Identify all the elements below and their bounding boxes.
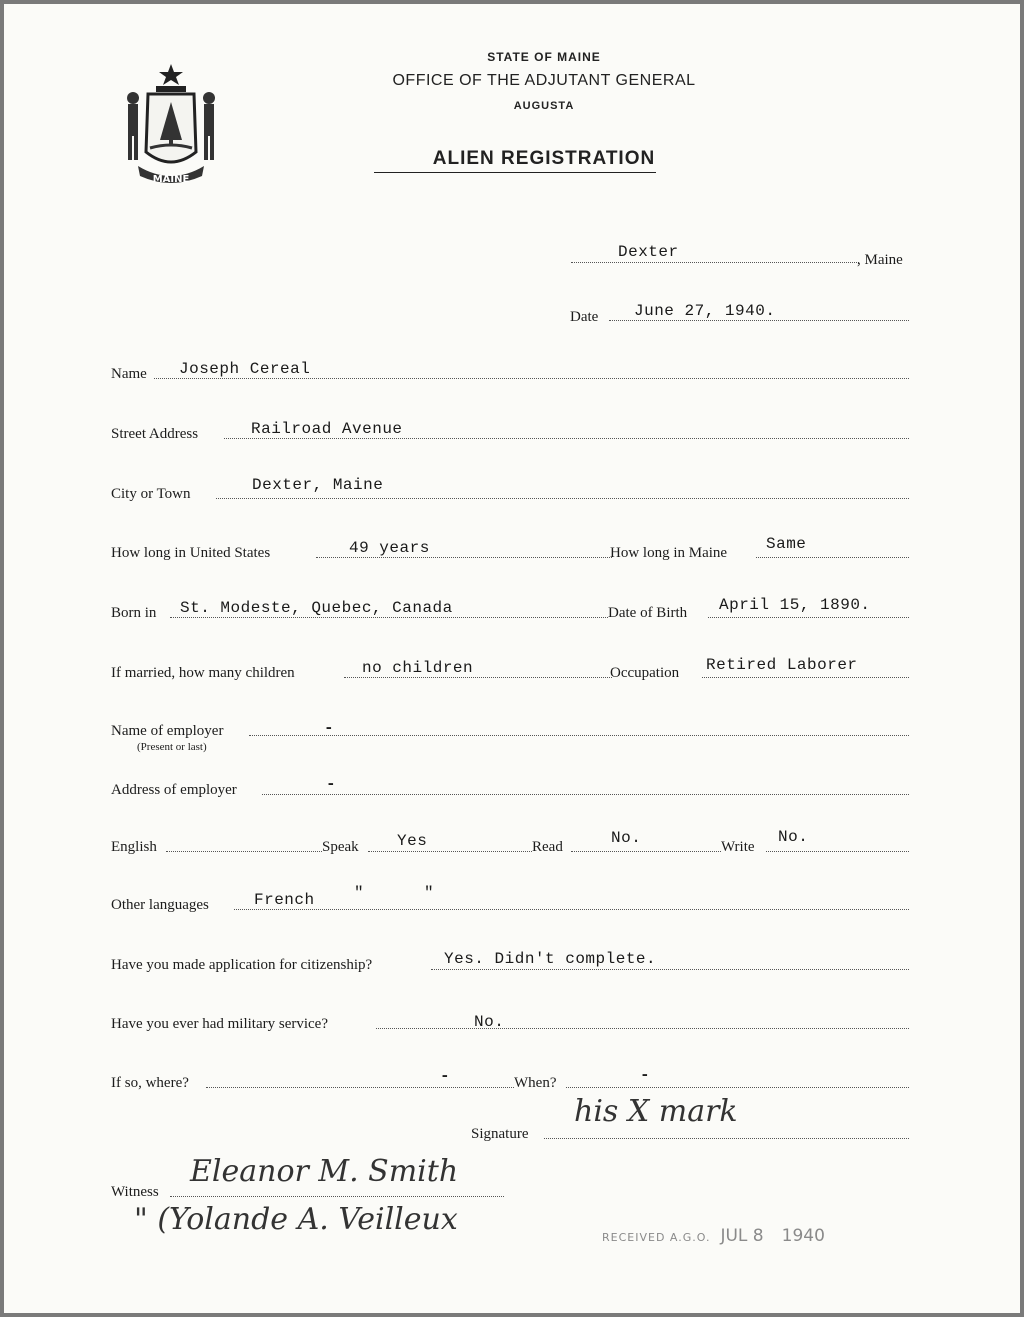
witness-label: Witness — [111, 1184, 159, 1200]
how-long-maine-value: Same — [766, 535, 807, 553]
occupation-value: Retired Laborer — [706, 656, 858, 674]
occupation-line — [702, 677, 909, 678]
date-label: Date — [570, 309, 599, 325]
when-value: - — [640, 1066, 650, 1084]
stamp-received-text: RECEIVED A.G.O. — [602, 1231, 711, 1244]
dob-line — [708, 617, 909, 618]
dob-value: April 15, 1890. — [719, 596, 871, 614]
signature-label: Signature — [471, 1126, 529, 1142]
how-long-maine-label: How long in Maine — [610, 545, 728, 561]
speak-value: Yes — [397, 832, 428, 850]
military-value: No. — [474, 1013, 505, 1031]
stamp-date: JUL 8 — [720, 1226, 764, 1246]
military-label: Have you ever had military service? — [111, 1016, 328, 1032]
where-line — [206, 1087, 514, 1088]
maine-state-seal-icon — [116, 62, 226, 190]
name-value: Joseph Cereal — [179, 360, 311, 378]
occupation-label: Occupation — [610, 665, 680, 681]
other-languages-line — [234, 909, 909, 910]
seal-lettering: MAINE — [152, 174, 190, 185]
where-value: - — [440, 1067, 450, 1085]
place-value: Dexter — [618, 243, 679, 261]
read-line — [571, 851, 721, 852]
citizenship-label: Have you made application for citizenship? — [111, 957, 373, 973]
when-line — [566, 1087, 909, 1088]
stamp-year: 1940 — [781, 1226, 825, 1246]
received-stamp — [602, 1226, 825, 1246]
how-long-us-line — [316, 557, 612, 558]
street-label: Street Address — [111, 426, 199, 442]
title-underline — [374, 172, 656, 173]
city-value: Dexter, Maine — [252, 476, 384, 494]
other-languages-value: French — [254, 891, 315, 909]
signature-handwriting: his X mark — [574, 1094, 738, 1129]
city-label: City or Town — [111, 486, 191, 502]
form-title: ALIEN REGISTRATION — [432, 148, 656, 169]
witness-signature-1: Eleanor M. Smith — [190, 1154, 459, 1189]
employer-name-label: Name of employer — [111, 723, 224, 739]
write-label: Write — [721, 839, 755, 855]
employer-address-value: - — [326, 775, 336, 793]
city-line — [216, 498, 909, 499]
write-value: No. — [778, 828, 809, 846]
employer-name-line — [249, 735, 909, 736]
ditto-mark-2: " — [424, 884, 435, 902]
other-languages-label: Other languages — [111, 897, 209, 913]
when-label: When? — [514, 1075, 557, 1091]
office-heading: OFFICE OF THE ADJUTANT GENERAL — [392, 72, 696, 89]
speak-label: Speak — [322, 839, 359, 855]
born-in-value: St. Modeste, Quebec, Canada — [180, 599, 453, 617]
date-line — [609, 320, 909, 321]
english-label: English — [111, 839, 157, 855]
employer-address-label: Address of employer — [111, 782, 237, 798]
date-value: June 27, 1940. — [634, 302, 776, 320]
signature-line — [544, 1138, 909, 1139]
how-long-us-label: How long in United States — [111, 545, 271, 561]
english-line — [166, 851, 322, 852]
name-line — [154, 378, 909, 379]
name-label: Name — [111, 366, 147, 382]
ditto-mark-1: " — [354, 884, 365, 902]
street-line — [224, 438, 909, 439]
citizenship-line — [431, 969, 909, 970]
children-line — [344, 677, 612, 678]
write-line — [766, 851, 909, 852]
children-label: If married, how many children — [111, 665, 295, 681]
city-heading: AUGUSTA — [513, 100, 575, 112]
witness-line — [170, 1196, 504, 1197]
state-heading: STATE OF MAINE — [487, 50, 601, 64]
born-in-line — [170, 617, 608, 618]
citizenship-value: Yes. Didn't complete. — [444, 950, 657, 968]
place-suffix: , Maine — [857, 252, 903, 268]
where-label: If so, where? — [111, 1075, 189, 1091]
street-value: Railroad Avenue — [251, 420, 403, 438]
military-line — [376, 1028, 909, 1029]
born-in-label: Born in — [111, 605, 157, 621]
how-long-maine-line — [756, 557, 909, 558]
speak-line — [368, 851, 532, 852]
read-label: Read — [532, 839, 563, 855]
employer-name-sublabel: (Present or last) — [137, 741, 207, 753]
how-long-us-value: 49 years — [349, 539, 430, 557]
children-value: no children — [362, 659, 474, 677]
witness-signature-2: " (Yolande A. Veilleux — [134, 1202, 458, 1237]
dob-label: Date of Birth — [608, 605, 688, 621]
read-value: No. — [611, 829, 642, 847]
form-sheet — [4, 4, 1020, 1313]
employer-address-line — [262, 794, 909, 795]
place-line — [571, 262, 859, 263]
employer-name-value: - — [324, 719, 334, 737]
